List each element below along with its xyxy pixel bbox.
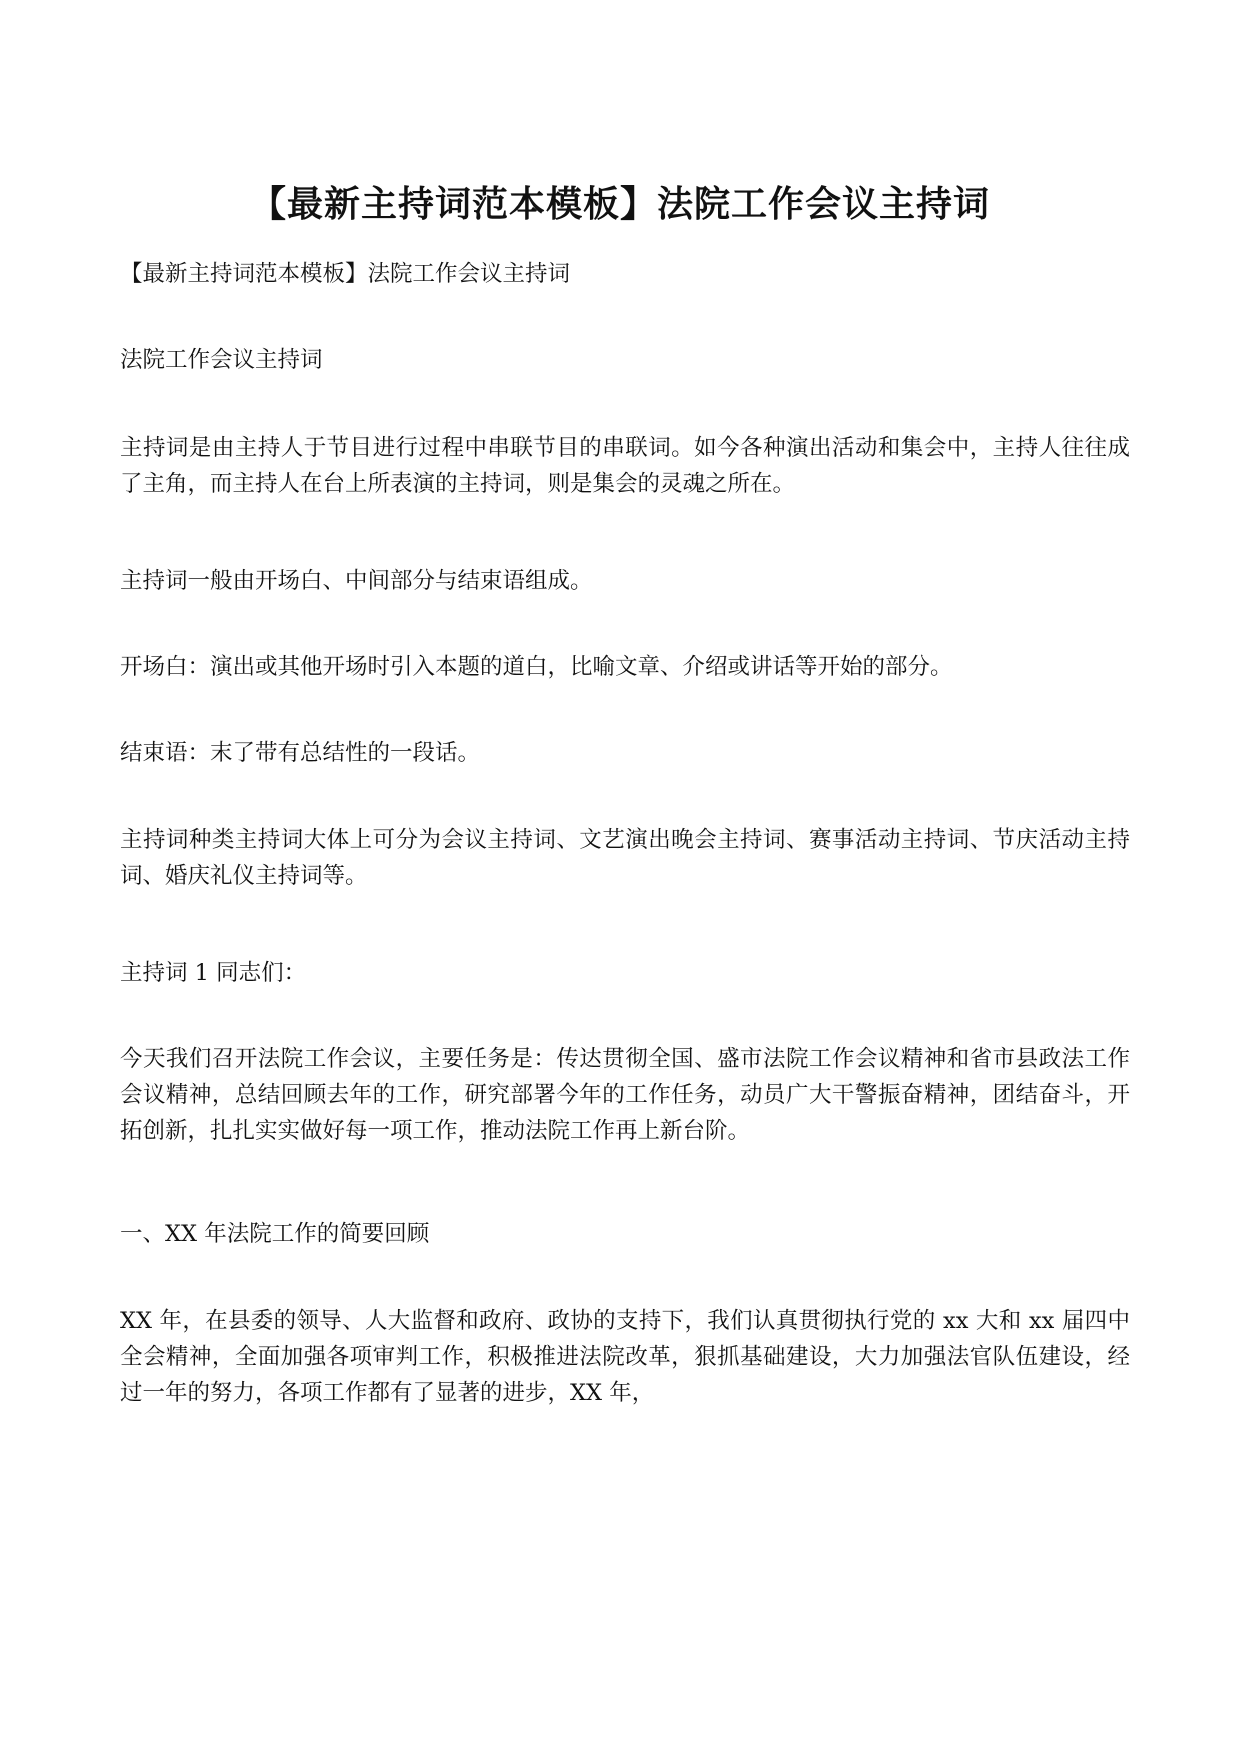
paragraph-subtitle: 【最新主持词范本模板】法院工作会议主持词 <box>120 261 571 287</box>
document-title: 【最新主持词范本模板】法院工作会议主持词 <box>249 184 990 226</box>
paragraph-host-1: 主持词 1 同志们： <box>120 960 307 986</box>
paragraph-definition: 主持词是由主持人于节目进行过程中串联节目的串联词。如今各种演出活动和集会中，主持人往往成了主角，而主持人在台上所表演的主持词，则是集会的灵魂之所在。 <box>120 435 1130 497</box>
paragraph-closing: 结束语：末了带有总结性的一段话。 <box>120 740 481 766</box>
paragraph-meeting-purpose: 今天我们召开法院工作会议，主要任务是：传达贯彻全国、盛市法院工作会议精神和省市县政法工作会议精神，总结回顾去年的工作，研究部署今年的工作任务，动员广大干警振奋精神，团结奋斗，开拓创新，扎扎实实做好每一项工作，推动法院工作再上新台阶。 <box>120 1046 1130 1144</box>
paragraph-composition: 主持词一般由开场白、中间部分与结束语组成。 <box>120 568 593 594</box>
paragraph-heading: 法院工作会议主持词 <box>120 347 323 373</box>
section-heading-review: 一、XX 年法院工作的简要回顾 <box>120 1221 430 1247</box>
paragraph-review: XX 年，在县委的领导、人大监督和政府、政协的支持下，我们认真贯彻执行党的 xx 大和 xx 届四中全会精神，全面加强各项审判工作，积极推进法院改革，狠抓基础建设，大力加强法官队伍建设，经过一年的努力，各项工作都有了显著的进步，XX 年， <box>120 1308 1130 1406</box>
paragraph-types: 主持词种类主持词大体上可分为会议主持词、文艺演出晚会主持词、赛事活动主持词、节庆活动主持词、婚庆礼仪主持词等。 <box>120 827 1130 889</box>
paragraph-opening: 开场白：演出或其他开场时引入本题的道白，比喻文章、介绍或讲话等开始的部分。 <box>120 654 953 680</box>
